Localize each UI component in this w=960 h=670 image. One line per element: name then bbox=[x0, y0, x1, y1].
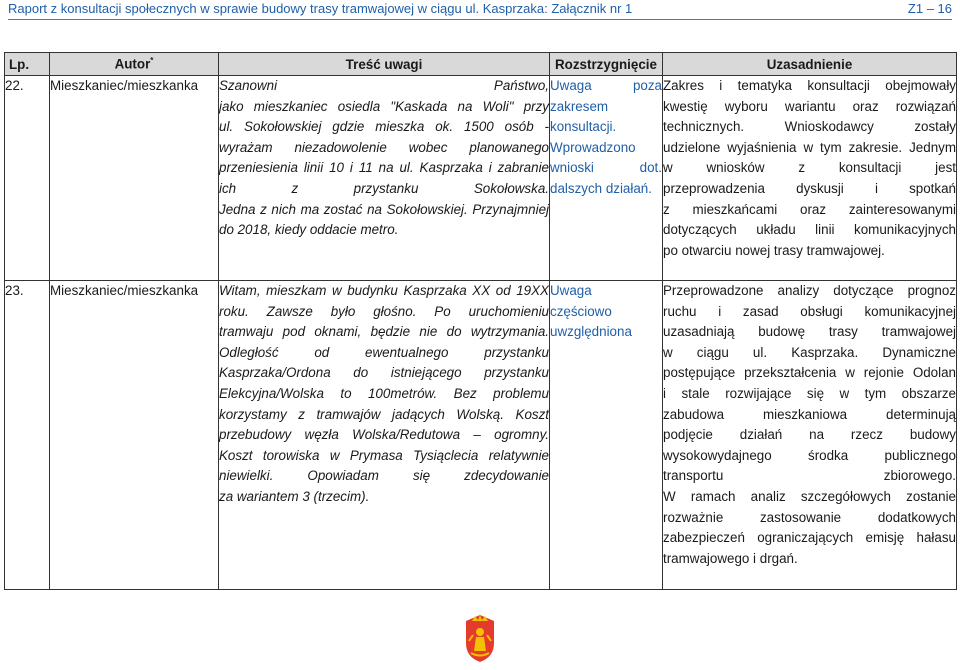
text-line: tramwajowego i drgań. bbox=[663, 550, 798, 566]
row-author-text: Mieszkaniec/mieszkanka bbox=[50, 78, 199, 93]
row-author-text: Mieszkaniec/mieszkanka bbox=[50, 283, 199, 298]
text-line: Szanowni Państwo, bbox=[219, 78, 549, 93]
text-line: przeprowadzenia dyskusji i spotkań bbox=[663, 180, 956, 196]
text-line: Uwaga bbox=[550, 283, 592, 298]
text-line: kwestię wyboru wariantu oraz rozwiązań bbox=[663, 98, 956, 114]
col-header-uzasadnienie: Uzasadnienie bbox=[663, 53, 957, 76]
text-line: rozważnie zastosowanie dodatkowych bbox=[663, 509, 956, 525]
text-line: Kasprzaka/Ordona do istniejącego przystanku bbox=[219, 365, 549, 381]
document-title: Raport z konsultacji społecznych w sprawie budowy trasy tramwajowej w ciągu ul. Kasprzaka: Załącznik nr 1 bbox=[8, 1, 633, 16]
col-header-rozstrzygniecie: Rozstrzygnięcie bbox=[550, 53, 663, 76]
text-line: wysokowydajnego środka publicznego bbox=[663, 447, 956, 463]
table-header-row bbox=[5, 53, 957, 76]
text-line: konsultacji. bbox=[550, 119, 617, 135]
row-number-text: 23. bbox=[5, 283, 24, 298]
col-header-autor-label: Autor bbox=[114, 56, 151, 72]
text-line: zabudowa mieszkaniowa determinują bbox=[663, 406, 956, 422]
row-author bbox=[50, 76, 219, 281]
text-line: wyrażam niezadowolenie wobec planowanego bbox=[219, 139, 549, 155]
text-line: uzasadniają budowę trasy tramwajowej bbox=[663, 324, 956, 340]
text-line: dalszych działań. bbox=[550, 180, 652, 196]
row-number-text: 22. bbox=[5, 78, 24, 93]
consultation-table bbox=[4, 52, 957, 590]
text-line: za wariantem 3 (trzecim). bbox=[219, 488, 370, 504]
table-row bbox=[5, 281, 957, 590]
page-number: Z1 – 16 bbox=[907, 1, 952, 16]
text-line: Elekcyjna/Wolska to 100metrów. Bez problemu bbox=[219, 385, 549, 401]
text-line: Jedna z nich ma zostać na Sokołowskiej. Przynajmniej bbox=[219, 201, 549, 217]
header-rule bbox=[8, 19, 952, 20]
row-resolution bbox=[550, 76, 663, 281]
text-line: z mieszkańcami oraz zainteresowanymi bbox=[663, 201, 956, 217]
text-line: dotyczących układu linii komunikacyjnych bbox=[663, 222, 956, 238]
text-line: jako mieszkaniec osiedla "Kaskada na Woli" przy bbox=[219, 98, 549, 114]
row-justification bbox=[663, 76, 957, 281]
text-line: wnioski dot. bbox=[550, 160, 662, 176]
col-header-lp: Lp. bbox=[5, 53, 50, 76]
text-line: transportu zbiorowego. bbox=[663, 468, 956, 484]
table-row bbox=[5, 76, 957, 281]
row-comment bbox=[219, 281, 550, 590]
text-line: w ciągu ul. Kasprzaka. Dynamiczne bbox=[663, 344, 956, 360]
text-line: Zakres i tematyka konsultacji obejmowały bbox=[663, 78, 956, 93]
row-resolution bbox=[550, 281, 663, 590]
text-line: Odległość od ewentualnego przystanku bbox=[219, 344, 549, 360]
text-line: korzystamy z tramwajów jadących Wolską. Koszt bbox=[219, 406, 549, 422]
text-line: do 2018, kiedy oddacie metro. bbox=[219, 222, 399, 238]
text-line: ich z przystanku Sokołowska. bbox=[219, 180, 549, 196]
text-line: Uwaga poza bbox=[550, 78, 662, 93]
text-line: tramwaju pod oknami, będzie nie do wytrzymania. bbox=[219, 324, 549, 340]
text-line: niewielki. Opowiadam się zdecydowanie bbox=[219, 468, 549, 484]
text-line: ruchu i zasad obsługi komunikacyjnej bbox=[663, 303, 956, 319]
text-line: przeniesienia linii 10 i 11 na ul. Kasprzaka i zabranie bbox=[219, 160, 549, 176]
row-comment bbox=[219, 76, 550, 281]
document-header bbox=[8, 0, 952, 22]
text-line: Wprowadzono bbox=[550, 139, 636, 155]
warsaw-coat-of-arms-icon bbox=[463, 613, 497, 663]
row-number bbox=[5, 281, 50, 590]
text-line: Witam, mieszkam w budynku Kasprzaka XX od 19XX bbox=[219, 283, 549, 298]
row-number bbox=[5, 76, 50, 281]
text-line: częściowo bbox=[550, 303, 612, 319]
row-author bbox=[50, 281, 219, 590]
autor-footnote-mark: * bbox=[150, 56, 154, 66]
text-line: Koszt torowiska w Prymasa Tysiąclecia relatywnie bbox=[219, 447, 549, 463]
text-line: zakresem bbox=[550, 98, 609, 114]
text-line: zabezpieczeń ograniczających emisję hałasu bbox=[663, 530, 956, 546]
text-line: i stale rozwijające się w tym obszarze bbox=[663, 385, 956, 401]
text-line: W ramach analiz szczegółowych zostanie bbox=[663, 488, 956, 504]
text-line: uwzględniona bbox=[550, 324, 632, 340]
text-line: udzielone wyjaśnienia w tym zakresie. Jednym bbox=[663, 139, 956, 155]
text-line: ul. Sokołowskiej gdzie mieszka ok. 1500 osób - bbox=[219, 119, 549, 135]
col-header-tresc: Treść uwagi bbox=[219, 53, 550, 76]
text-line: przebudowy węzła Wolska/Redutowa – ogromny. bbox=[219, 427, 549, 443]
text-line: Przeprowadzone analizy dotyczące prognoz bbox=[663, 283, 956, 298]
text-line: podjęcie działań na rzecz budowy bbox=[663, 427, 956, 443]
text-line: technicznych. Wnioskodawcy zostały bbox=[663, 119, 956, 135]
text-line: postępujące przekształcenia w rejonie Odolan bbox=[663, 365, 956, 381]
row-justification bbox=[663, 281, 957, 590]
text-line: roku. Zawsze było głośno. Po uruchomieniu bbox=[219, 303, 549, 319]
text-line: w wniosków z konsultacji jest bbox=[663, 160, 956, 176]
col-header-autor bbox=[50, 53, 219, 76]
text-line: po otwarciu nowej trasy tramwajowej. bbox=[663, 242, 885, 258]
